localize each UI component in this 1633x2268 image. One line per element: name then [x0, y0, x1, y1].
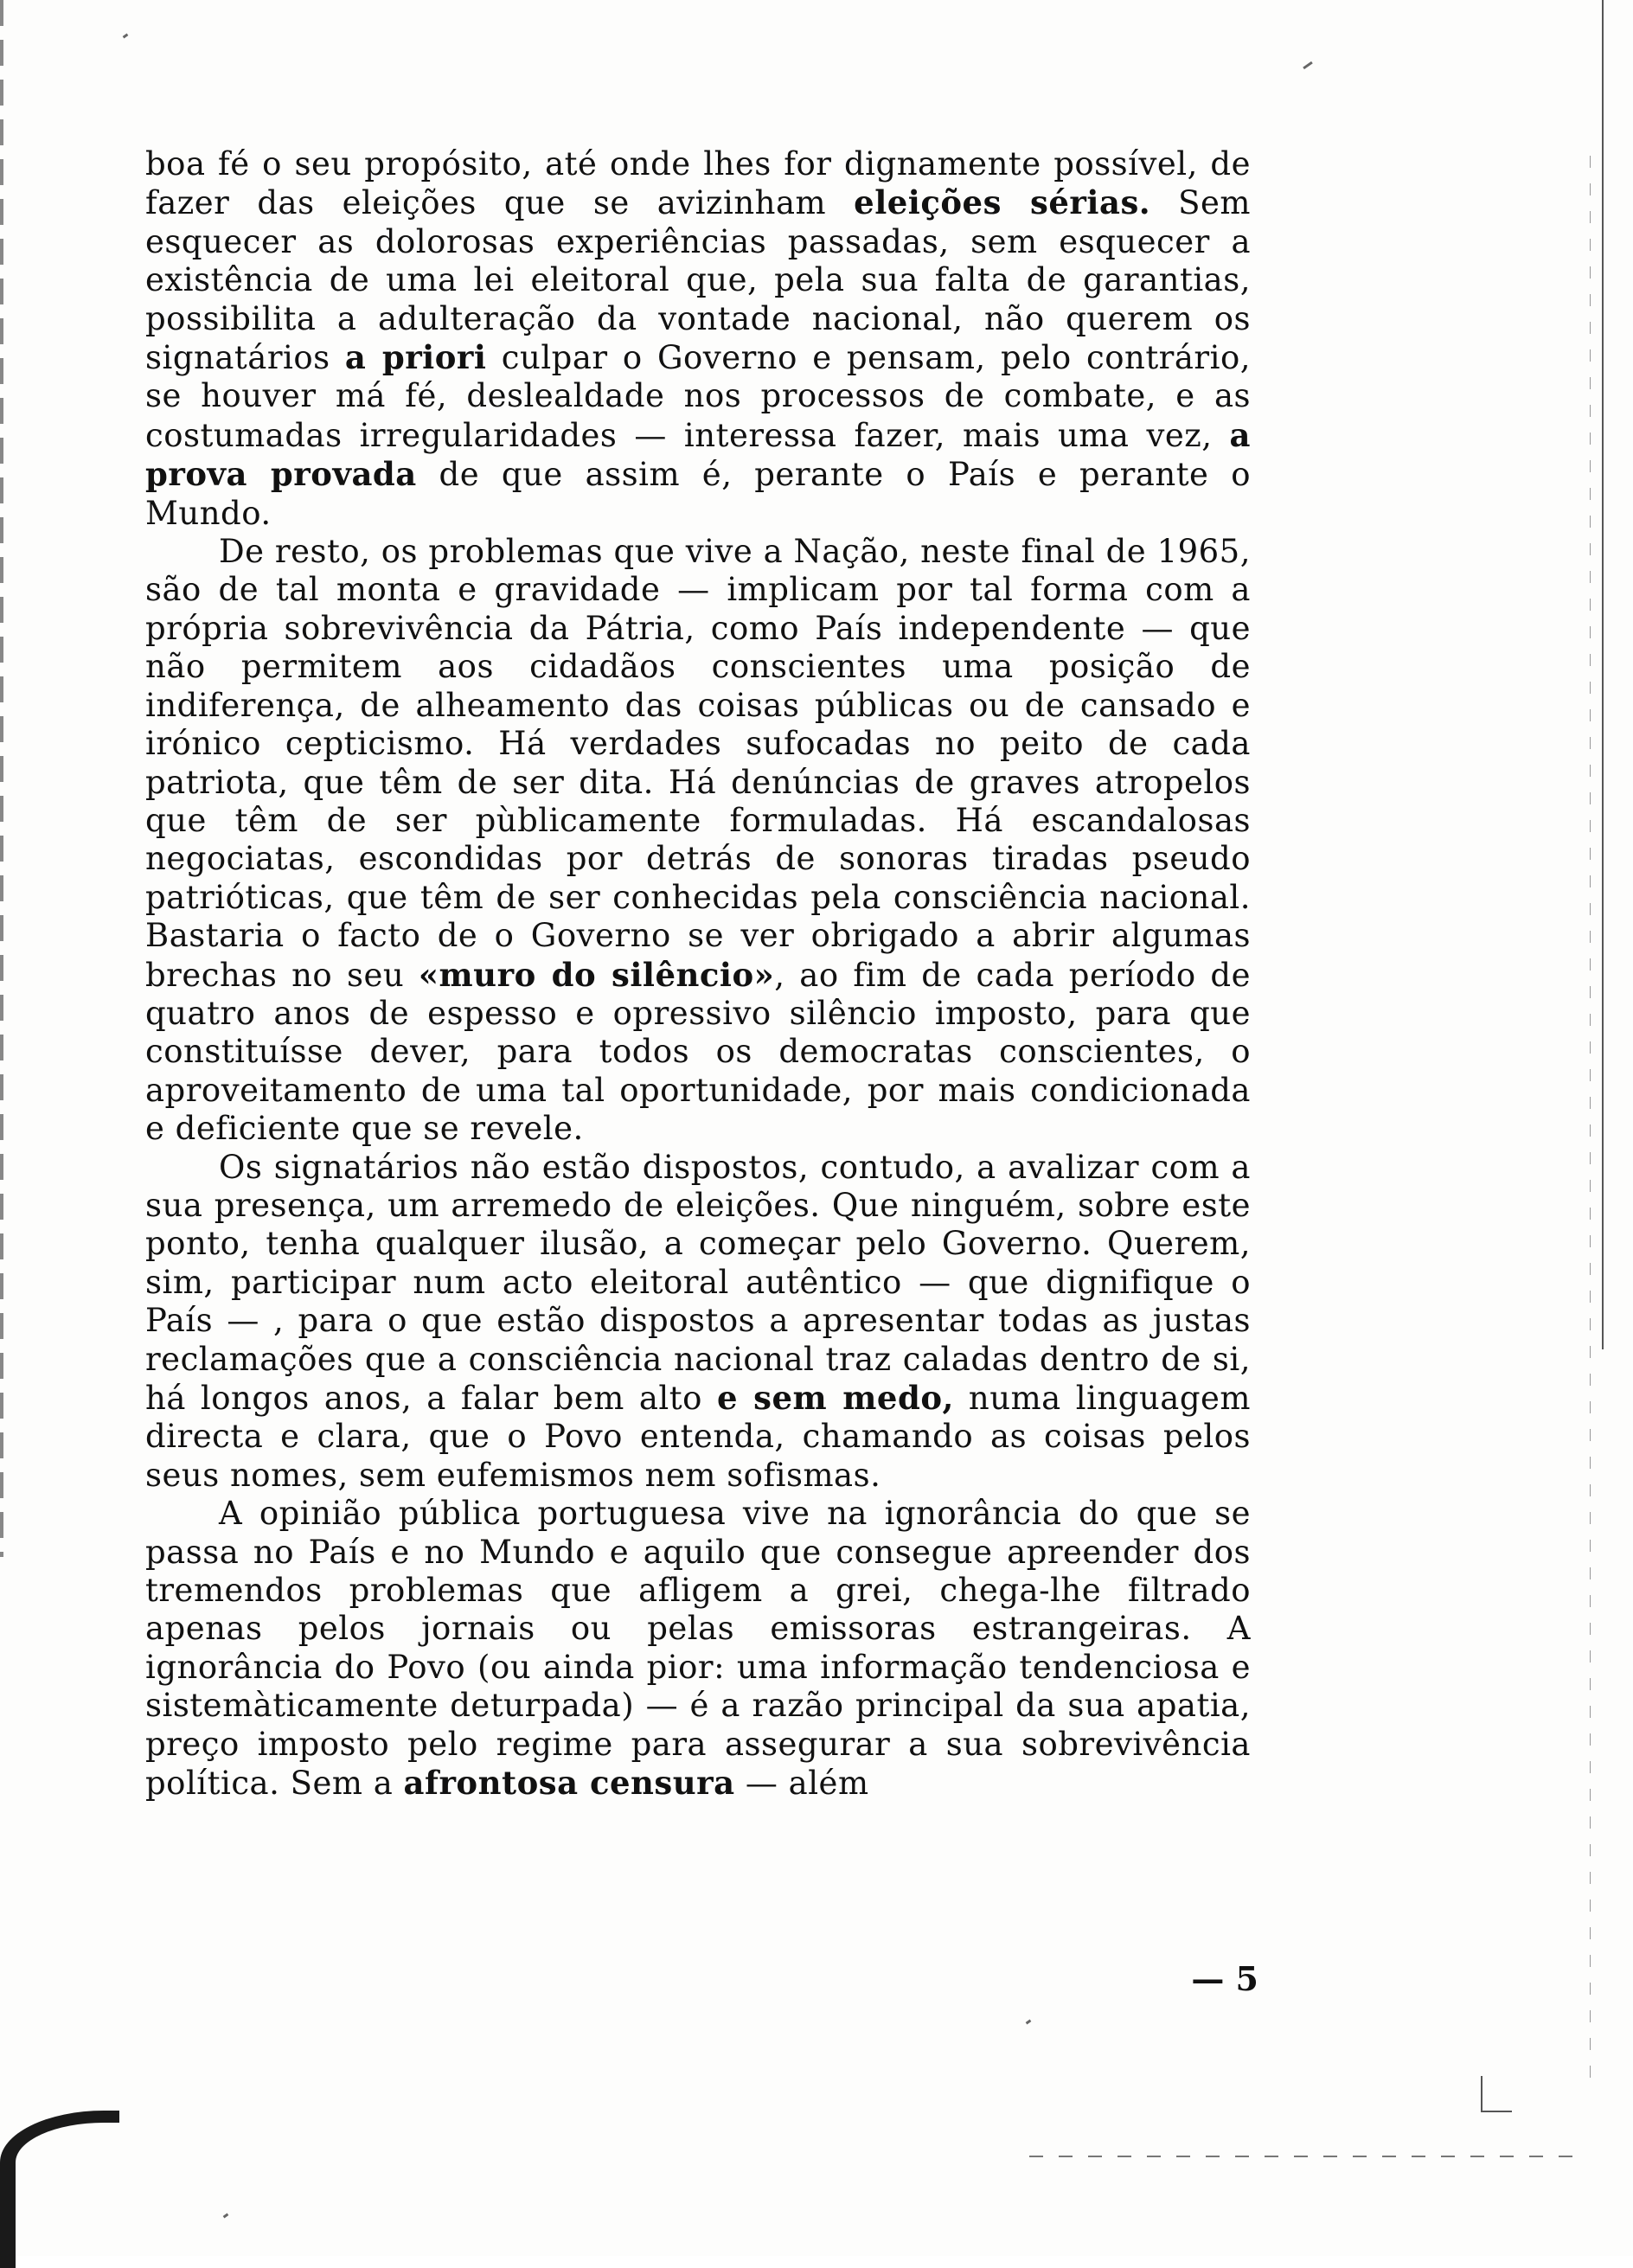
text-run: Os signatários não estão dispostos, contudo, a avalizar com a sua presença, um arremedo de eleições. Que ninguém, sobre este ponto, tenha qualquer ilusão, a começar pelo Governo. Querem, sim, participar num acto eleitoral autêntico — que dignifique o País — , para o que estão dispostos a apresentar todas as justas reclamações que a consciência nacional traz caladas dentro de si, há longos anos, a falar bem alto — [145, 1148, 1251, 1417]
paragraph — [145, 533, 1251, 1149]
bold-text-run: a priori — [344, 338, 487, 377]
scan-bottom-dashes — [1029, 2156, 1583, 2157]
text-run: — além — [734, 1765, 869, 1803]
scan-corner-mark — [1481, 2076, 1512, 2112]
bold-text-run: afrontosa censura — [403, 1764, 735, 1803]
scan-speck — [123, 34, 129, 39]
scan-dotted-fold — [1590, 156, 1591, 2093]
paragraph — [145, 1495, 1251, 1803]
page-number: — 5 — [1191, 1959, 1258, 1998]
scan-speck — [1303, 61, 1313, 69]
paragraph — [145, 145, 1251, 533]
text-run: De resto, os problemas que vive a Nação, neste final de 1965, são de tal monta e gravidade — implicam por tal forma com a própria sobrevivência da Pátria, como País independente — que não permitem aos cidadãos conscientes uma posição de indiferença, de alheamento das coisas públicas ou de cansado e irónico cepticismo. Há verdades sufocadas no peito de cada patriota, que têm de ser dita. Há denúncias de graves atropelos que têm de ser pùblicamente formuladas. Há escandalosas negociatas, escondidas por detrás de sonoras tiradas pseudo patrióticas, que têm de ser conhecidas pela consciência nacional. Bastaria o facto de o Governo se ver obrigado a abrir algumas brechas no seu — [145, 533, 1251, 994]
scan-right-edge — [1602, 0, 1604, 1349]
binding-shadow — [0, 2111, 119, 2268]
body-text — [145, 145, 1251, 1803]
text-run: A opinião pública portuguesa vive na ignorância do que se passa no País e no Mundo e aquilo que consegue apreender dos tremendos problemas que afligem a grei, chega-lhe filtrado apenas pelos jornais ou pelas emissoras estrangeiras. A ignorância do Povo (ou ainda pior: uma informação tendenciosa e sistemàticamente deturpada) — é a razão principal da sua apatia, preço imposto pelo regime para assegurar a sua sobrevivência política. Sem a — [145, 1495, 1251, 1803]
paragraph — [145, 1149, 1251, 1496]
bold-text-run: a prova provada — [145, 415, 1251, 494]
bold-text-run: e sem medo, — [716, 1379, 954, 1417]
bold-text-run: eleições sérias. — [854, 183, 1151, 222]
text-run: de que assim é, perante o País e perante o Mundo. — [145, 456, 1252, 532]
text-run: numa linguagem directa e clara, que o Povo entenda, chamando as coisas pelos seus nomes, sem eufemismos nem sofismas. — [145, 1380, 1251, 1494]
scan-speck — [223, 2214, 229, 2219]
scan-speck — [1026, 2020, 1032, 2025]
text-run: culpar o Governo e pensam, pelo contrário, se houver má fé, deslealdade nos processos de combate, e as costumadas irregularidades — interessa fazer, mais uma vez, — [145, 339, 1251, 454]
bold-text-run: «muro do silêncio» — [418, 955, 775, 994]
text-run: Sem esquecer as dolorosas experiências passadas, sem esquecer a existência de uma lei eleitoral que, pela sua falta de garantias, possibilita a adulteração da vontade nacional, não querem os signatários — [145, 184, 1252, 377]
text-run: boa fé o seu propósito, até onde lhes for dignamente possível, de fazer das eleições que se avizinham — [145, 145, 1251, 222]
text-run: , ao fim de cada período de quatro anos de espesso e opressivo silêncio imposto, para que constituísse dever, para todos os democratas conscientes, o aproveitamento de uma tal oportunidade, por mais condicionada e deficiente que se revele. — [145, 956, 1251, 1148]
scan-left-edge — [0, 0, 3, 1557]
